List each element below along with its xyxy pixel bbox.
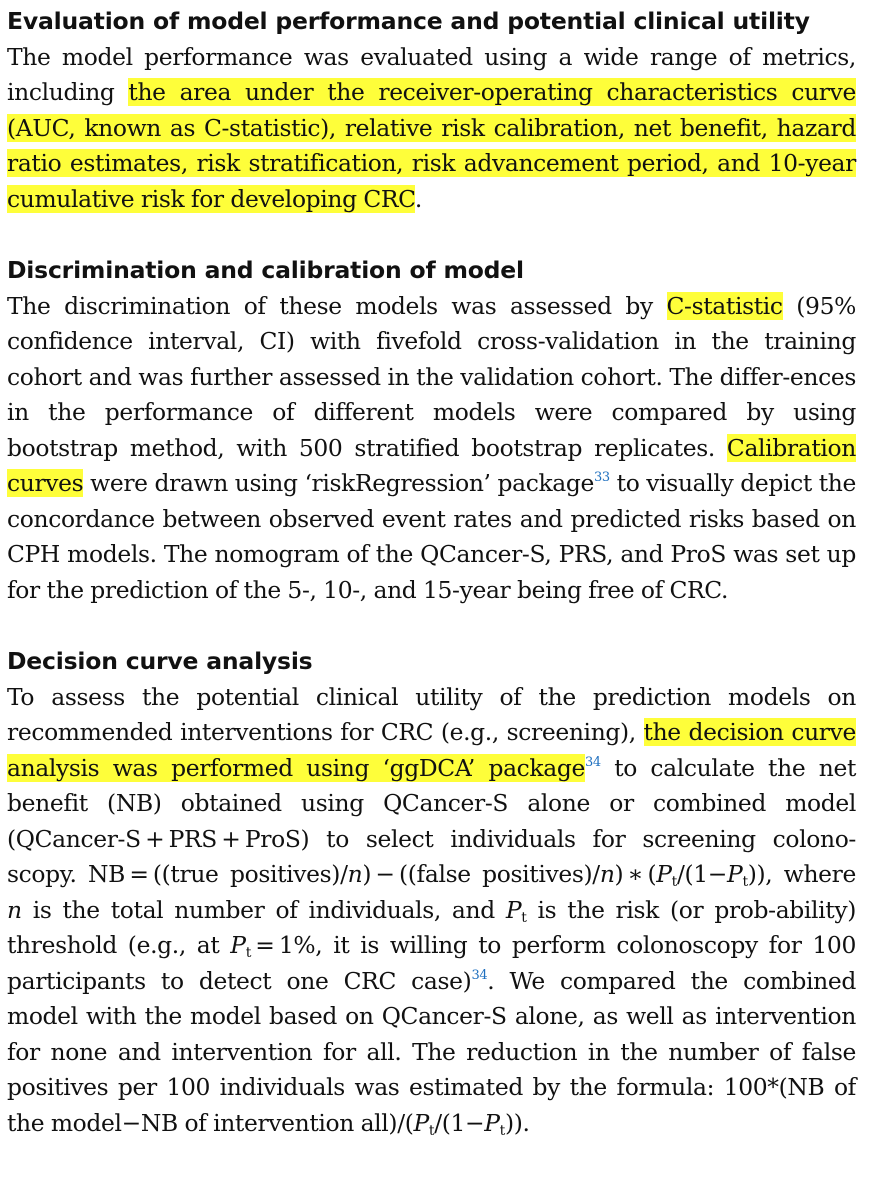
- section-heading: Evaluation of model performance and potential clinical utility: [7, 7, 810, 35]
- text-run: is the total number of individuals, and: [21, 895, 506, 924]
- text-run: ) ∗ (: [614, 860, 657, 888]
- text-run: )).: [504, 1108, 530, 1137]
- section-paragraph: [7, 680, 856, 1142]
- math-subscript: t: [742, 874, 748, 890]
- math-subscript: t: [428, 1122, 435, 1139]
- text-run: to visually depict the concordance between observed event rates and predicted risks based on CPH models. The nomogram of the QCancer-S, PRS, and ProS was set up for the prediction of the 5-, 10-, and 15-year being free of CRC.: [7, 469, 856, 604]
- math-subscript: t: [521, 909, 527, 926]
- highlighted-text: the area under the receiver-operating characteristics curve (AUC, known as C-statistic), relative risk calibration, net benefit, hazard ratio estimates, risk stratification, risk advancement period, and 10-year cumulative risk for developing CRC: [7, 78, 856, 213]
- text-run: .: [414, 184, 422, 213]
- math-variable: P: [413, 1108, 429, 1137]
- math-subscript: t: [499, 1122, 505, 1139]
- highlighted-text: the decision curve analysis was performed using ‘ggDCA’ package: [7, 718, 856, 782]
- reference-link[interactable]: 34: [471, 967, 488, 983]
- math-subscript: t: [671, 874, 677, 890]
- section-evaluation: [7, 4, 856, 217]
- text-run: /(1−: [434, 1108, 485, 1137]
- math-variable: P: [656, 860, 672, 888]
- math-variable: n: [599, 860, 615, 888]
- reference-link[interactable]: 34: [584, 754, 601, 770]
- text-run: The model performance was evaluated using a wide range of metrics, including: [7, 42, 856, 106]
- section-heading: Decision curve analysis: [7, 647, 313, 675]
- highlighted-text: Calibration curves: [7, 433, 856, 497]
- math-subscript: t: [245, 945, 251, 961]
- text-run: = 1%, it is willing to perform colonoscopy for 100 participants to detect one CRC case): [7, 931, 856, 995]
- math-variable: P: [230, 931, 246, 959]
- text-run: were drawn using ‘riskRegression’ package: [83, 469, 594, 497]
- math-variable: P: [727, 860, 743, 888]
- text-run: )), where: [747, 860, 856, 888]
- text-run: is the risk (or prob-ability) threshold (e.g., at: [7, 895, 856, 959]
- math-variable: P: [484, 1108, 500, 1137]
- math-variable: n: [7, 895, 22, 924]
- text-run: To assess the potential clinical utility of the prediction models on recommended interventions for CRC (e.g., screening),: [7, 682, 856, 746]
- section-paragraph: [7, 40, 856, 218]
- text-run: ) − ((false positives)/: [362, 860, 600, 888]
- text-run: /(1−: [676, 860, 728, 888]
- section-heading: Discrimination and calibration of model: [7, 256, 524, 284]
- math-variable: n: [347, 860, 363, 888]
- text-run: The discrimination of these models was assessed by: [7, 291, 667, 320]
- reference-link[interactable]: 33: [593, 470, 610, 485]
- text-run: . We compared the combined model with the model based on QCancer-S alone, as well as intervention for none and intervention for all. The reduction in the number of false positives per 100 individuals was estimated by the formula: 100*(NB of the model−NB of intervention all)/(: [7, 966, 856, 1137]
- text-run: to calculate the net benefit (NB) obtained using QCancer-S alone or combined model (QCancer-S + PRS + ProS) to select individuals for screening colono-scopy. NB = ((true positives)/: [7, 753, 856, 888]
- section-decision-curve: [7, 644, 856, 1141]
- section-discrimination: [7, 253, 856, 608]
- text-run: (95% confidence interval, CI) with fivefold cross-validation in the training cohort and was further assessed in the validation cohort. The differ-ences in the performance of different models were compared by using bootstrap method, with 500 stratified bootstrap replicates.: [7, 291, 856, 462]
- section-paragraph: [7, 289, 856, 609]
- math-variable: P: [505, 895, 522, 924]
- highlighted-text: C-statistic: [666, 291, 783, 320]
